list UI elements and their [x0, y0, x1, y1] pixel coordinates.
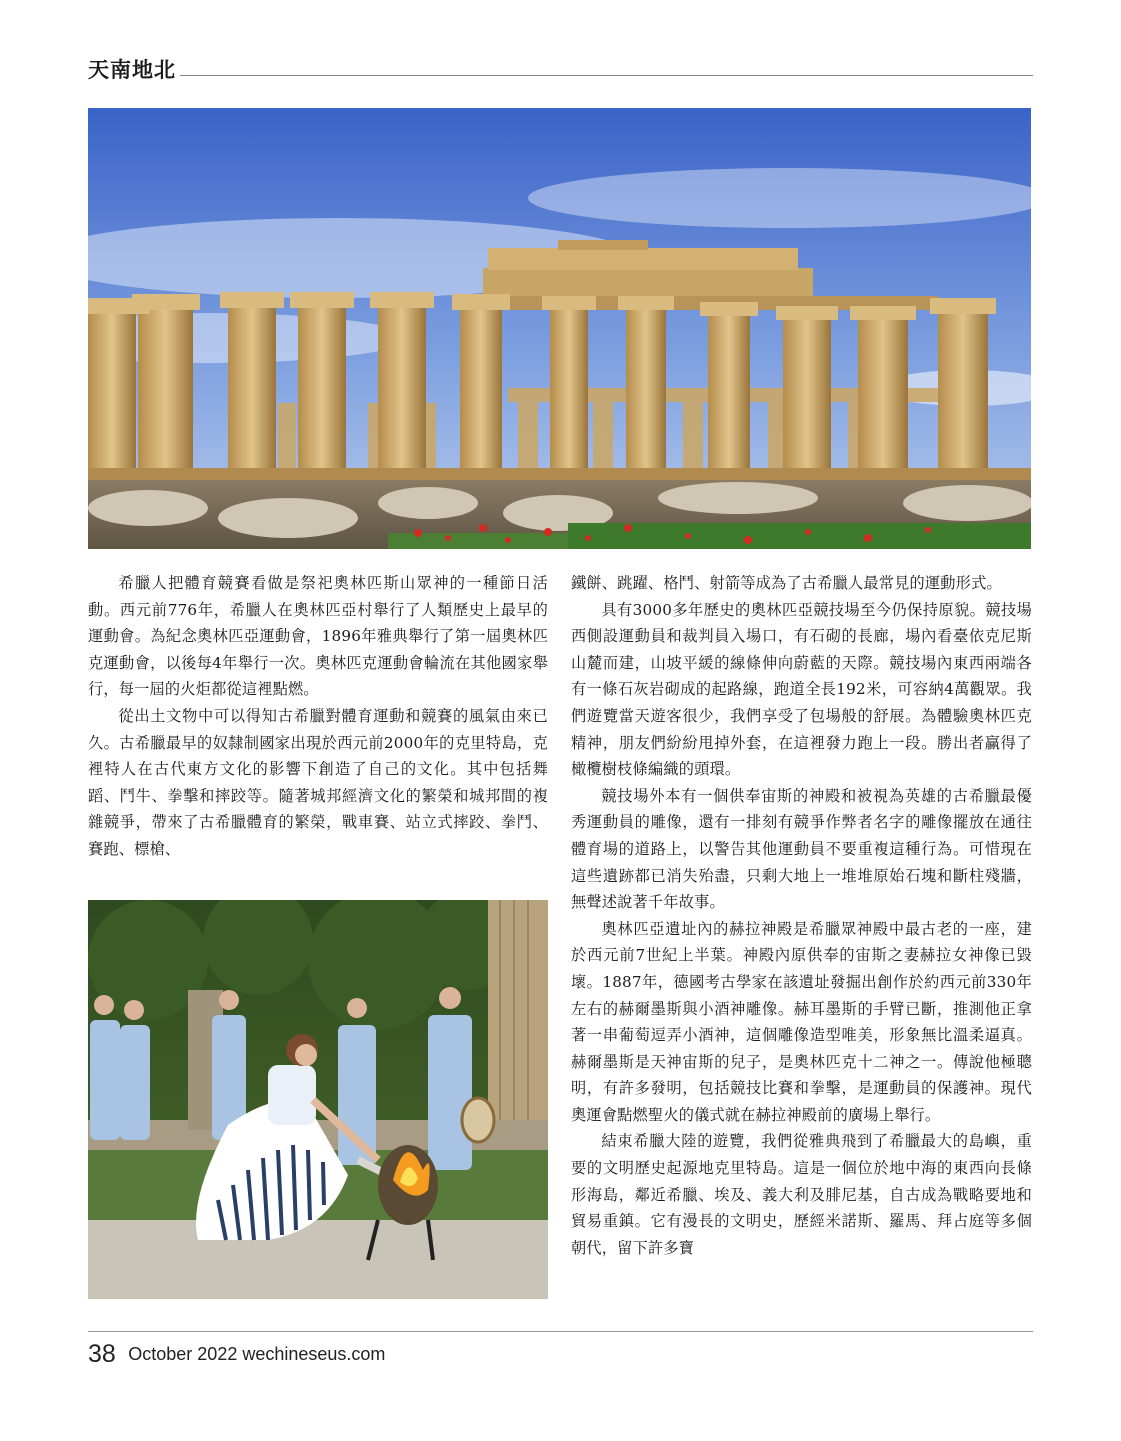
- paragraph: 鐵餅、跳躍、格鬥、射箭等成為了古希臘人最常見的運動形式。: [571, 574, 1002, 592]
- page-number: 38: [88, 1340, 116, 1368]
- paragraph: 競技場外本有一個供奉宙斯的神殿和被視為英雄的古希臘最優秀運動員的雕像，還有一排刻有競爭作弊者名字的雕像擺放在通往體育場的道路上，以警告其他運動員不要重複這種行為。可惜現在這些遺跡都已消失殆盡，只剩大地上一堆堆原始石塊和斷柱殘牆，無聲述說著千年故事。: [571, 786, 1032, 912]
- left-text-column: [88, 570, 548, 863]
- footer-rule: [88, 1331, 1033, 1332]
- issue-and-website: October 2022 wechineseus.com: [128, 1344, 386, 1364]
- paragraph: 從出土文物中可以得知古希臘對體育運動和競賽的風氣由來已久。古希臘最早的奴隸制國家出現於西元前2000年的克里特島，克裡特人在古代東方文化的影響下創造了自己的文化。其中包括舞蹈、鬥牛、拳擊和摔跤等。隨著城邦經濟文化的繁榮和城邦間的複雜競爭，帶來了古希臘體育的繁榮，戰車賽、站立式摔跤、拳鬥、賽跑、標槍、: [88, 706, 548, 858]
- temple-ruins-photo: [88, 108, 1031, 549]
- paragraph: 結束希臘大陸的遊覽，我們從雅典飛到了希臘最大的島嶼，重要的文明歷史起源地克里特島。這是一個位於地中海的東西向長條形海島，鄰近希臘、埃及、義大利及腓尼基，自古成為戰略要地和貿易重鎮。它有漫長的文明史，歷經米諾斯、羅馬、拜占庭等多個朝代，留下許多寶: [571, 1132, 1032, 1257]
- section-title: 天南地北: [88, 57, 176, 82]
- torch-lighting-ceremony-photo: [88, 900, 548, 1299]
- right-text-column: [571, 570, 1032, 1261]
- header-rule: [180, 75, 1033, 76]
- page-footer: [88, 1340, 385, 1369]
- paragraph: 希臘人把體育競賽看做是祭祀奧林匹斯山眾神的一種節日活動。西元前776年，希臘人在奧林匹亞村舉行了人類歷史上最早的運動會。為紀念奧林匹亞運動會，1896年雅典舉行了第一屆奧林匹克運動會，以後每4年舉行一次。奧林匹克運動會輪流在其他國家舉行，每一屆的火炬都從這裡點燃。: [88, 574, 548, 699]
- paragraph: 具有3000多年歷史的奧林匹亞競技場至今仍保持原貌。競技場西側設運動員和裁判員入場口，有石砌的長廊，場內看臺依克尼斯山麓而建，山坡平緩的線條伸向蔚藍的天際。競技場內東西兩端各有一條石灰岩砌成的起路線，跑道全長192米，可容納4萬觀眾。我們遊覽當天遊客很少，我們享受了包場般的舒展。為體驗奧林匹克精神，朋友們紛紛甩掉外套，在這裡發力跑上一段。勝出者贏得了橄欖樹枝條編織的頭環。: [571, 600, 1032, 779]
- paragraph: 奧林匹亞遺址內的赫拉神殿是希臘眾神殿中最古老的一座，建於西元前7世紀上半葉。神殿內原供奉的宙斯之妻赫拉女神像已毀壞。1887年，德國考古學家在該遺址發掘出創作於約西元前330年左右的赫爾墨斯與小酒神雕像。赫耳墨斯的手臂已斷，推測他正拿著一串葡萄逗弄小酒神，這個雕像造型唯美，形象無比溫柔逼真。赫爾墨斯是天神宙斯的兒子，是奧林匹克十二神之一。傳說他極聰明，有許多發明，包括競技比賽和拳擊，是運動員的保護神。現代奧運會點燃聖火的儀式就在赫拉神殿前的廣場上舉行。: [571, 919, 1032, 1124]
